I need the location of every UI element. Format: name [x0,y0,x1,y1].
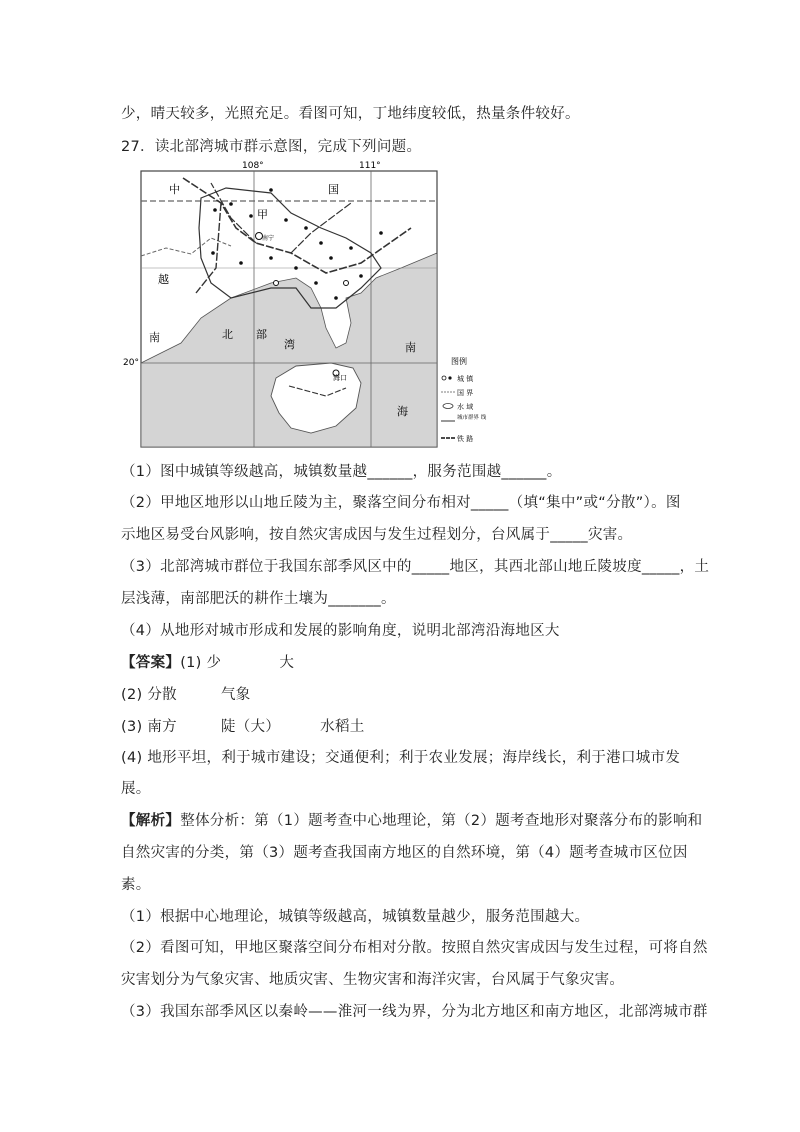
analysis-line-5: （2）看图可知，甲地区聚落空间分布相对分散。按照自然灾害成因与发生过程，可将自然 [121,940,708,956]
answer-4-line-1: (4) 地形平坦，利于城市建设；交通便利；利于农业发展；海岸线长，利于港口城市发 [121,750,681,766]
analysis-line-2: 自然灾害的分类，第（3）题考查我国南方地区的自然环境，第（4）题考查城市区位因 [121,845,688,861]
question-3-line-2: 层浅薄，南部肥沃的耕作土壤为_______。 [121,591,396,607]
question-title: 27．读北部湾城市群示意图，完成下列问题。 [121,139,422,155]
label-nan-sea: 南 [405,341,416,354]
analysis-line-4: （1）根据中心地理论，城镇等级越高，城镇数量越少，服务范围越大。 [121,909,590,925]
answer-tag: 【答案】 [121,655,181,671]
answer-4-line-2: 展。 [121,781,151,797]
legend [441,356,487,443]
lon-111-label: 111° [359,161,381,171]
analysis-text-1: 整体分析：第（1）题考查中心地理论，第（2）题考查地形对聚落分布的影响和 [180,813,703,829]
lat-20-label: 20° [123,358,139,368]
analysis-line-1 [121,809,702,830]
answer-1-b: 大 [279,655,295,671]
analysis-line-7: （3）我国东部季风区以秦岭——淮河一线为界，分为北方地区和南方地区，北部湾城市群 [121,1004,708,1020]
label-bu: 部 [256,328,267,341]
answer-2-a: (2) 分散 [121,687,177,703]
label-bei: 北 [222,328,233,341]
analysis-line-6: 灾害划分为气象灾害、地质灾害、生物灾害和海洋灾害，台风属于气象灾害。 [121,972,625,988]
beibu-gulf-map [121,158,513,450]
label-yue: 越 [158,273,169,286]
legend-railway: 铁 路 [457,435,474,443]
question-3-line-1: （3）北部湾城市群位于我国东部季风区中的_____地区，其西北部山地丘陵坡度_____，土 [121,559,710,575]
answer-1-a: (1) 少 [180,655,222,671]
answer-line-3 [121,715,365,736]
question-2-line-1: （2）甲地区地形以山地丘陵为主，聚落空间分布相对_____（填“集中”或“分散”）。图 [121,495,681,511]
legend-water: 水 域 [457,403,474,411]
label-haikou: 海口 [333,374,347,382]
answer-line-2 [121,683,251,704]
text-line: 少，晴天较多，光照充足。看图可知，丁地纬度较低，热量条件较好。 [121,106,580,122]
lon-108-label: 108° [242,161,264,171]
label-hai-sea: 海 [397,405,408,418]
label-guo: 国 [328,183,339,196]
legend-cluster-boundary: 城市群界 线 [457,415,487,421]
label-nan: 南 [149,331,160,344]
label-jia: 甲 [257,208,268,221]
answer-3-c: 水稻土 [320,719,365,735]
answer-3-a: (3) 南方 [121,719,177,735]
label-wan: 湾 [284,338,295,351]
question-1: （1）图中城镇等级越高，城镇数量越______，服务范围越______。 [121,464,562,480]
answer-3-b: 陡（大） [220,719,281,735]
question-2-line-2: 示地区易受台风影响，按自然灾害成因与发生过程划分，台风属于_____灾害。 [121,527,633,543]
answer-2-b: 气象 [220,687,251,703]
analysis-tag: 【解析】 [121,813,181,829]
legend-town: 城 镇 [457,375,474,383]
analysis-line-3: 素。 [121,877,151,893]
label-zhong: 中 [169,183,180,196]
legend-title: 图例 [451,357,467,366]
legend-border: 国 界 [457,389,474,397]
label-nanning: 南宁 [262,235,275,242]
question-4: （4）从地形对城市形成和发展的影响角度，说明北部湾沿海地区大 [121,623,560,639]
answer-line-1 [121,651,294,672]
